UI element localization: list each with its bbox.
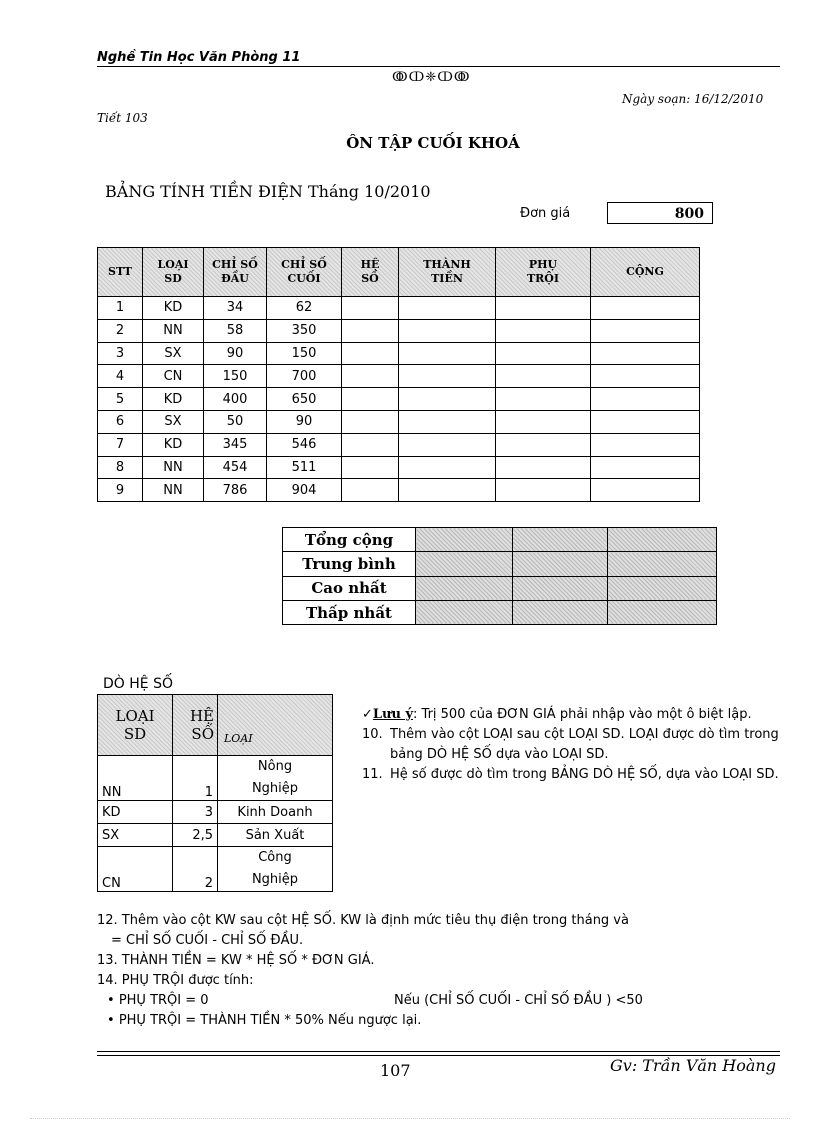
instruction-14: 14. PHỤ TRỘI được tính: bbox=[97, 973, 254, 988]
lookup-table bbox=[97, 694, 333, 892]
footer-rule bbox=[97, 1051, 780, 1052]
cell-loai-sd: SX bbox=[143, 342, 204, 365]
cell-empty bbox=[399, 319, 496, 342]
cell-empty bbox=[399, 410, 496, 433]
summary-cell bbox=[513, 552, 608, 576]
cell-empty bbox=[342, 433, 399, 456]
lookup-name: Công Nghiệp bbox=[218, 847, 333, 892]
summary-cell bbox=[608, 528, 717, 552]
cell-empty bbox=[399, 297, 496, 320]
bullet-icon: • bbox=[107, 993, 115, 1008]
cell-loai-sd: CN bbox=[143, 365, 204, 388]
cell-stt: 5 bbox=[98, 388, 143, 411]
cell-empty bbox=[591, 365, 700, 388]
cell-empty bbox=[399, 456, 496, 479]
bullet-text: PHỤ TRỘI = 0 bbox=[118, 993, 209, 1008]
prep-date: Ngày soạn: 16/12/2010 bbox=[622, 92, 764, 106]
cell-empty bbox=[591, 319, 700, 342]
cell-stt: 4 bbox=[98, 365, 143, 388]
cell-chi-so-dau: 786 bbox=[204, 479, 267, 502]
cell-empty bbox=[496, 342, 591, 365]
summary-cell bbox=[513, 600, 608, 624]
header-rule bbox=[97, 66, 780, 67]
cell-empty bbox=[399, 433, 496, 456]
lookup-row bbox=[98, 801, 333, 824]
summary-cell bbox=[513, 528, 608, 552]
notes-block bbox=[362, 705, 782, 785]
table-row bbox=[98, 388, 700, 411]
col-loai-sd: LOẠI SD bbox=[143, 248, 204, 297]
table-row bbox=[98, 319, 700, 342]
summary-cell bbox=[416, 552, 513, 576]
summary-cell bbox=[416, 576, 513, 600]
bullet-item bbox=[97, 1011, 787, 1031]
cell-empty bbox=[399, 388, 496, 411]
cell-stt: 7 bbox=[98, 433, 143, 456]
cell-empty bbox=[342, 388, 399, 411]
cell-chi-so-cuoi: 546 bbox=[267, 433, 342, 456]
note-text: Thêm vào cột LOẠI sau cột LOẠI SD. LOẠI được dò tìm trong bảng DÒ HỆ SỐ dựa vào LOẠI SD. bbox=[390, 727, 779, 762]
summary-row-max bbox=[283, 576, 717, 600]
cell-empty bbox=[496, 456, 591, 479]
cell-chi-so-cuoi: 511 bbox=[267, 456, 342, 479]
lookup-col-loai: LOẠI bbox=[218, 695, 333, 756]
lookup-code: CN bbox=[98, 847, 173, 892]
cell-empty bbox=[591, 297, 700, 320]
col-chi-so-cuoi: CHỈ SỐ CUỐI bbox=[267, 248, 342, 297]
cell-chi-so-dau: 454 bbox=[204, 456, 267, 479]
cell-empty bbox=[591, 388, 700, 411]
page-edge bbox=[30, 1118, 790, 1119]
col-he-so: HỆ SỐ bbox=[342, 248, 399, 297]
bullet-item bbox=[97, 991, 787, 1011]
table-row bbox=[98, 433, 700, 456]
cell-empty bbox=[399, 479, 496, 502]
cell-chi-so-dau: 150 bbox=[204, 365, 267, 388]
bullet-text: PHỤ TRỘI = THÀNH TIỀN * 50% Nếu ngược lại. bbox=[118, 1013, 422, 1028]
cell-empty bbox=[496, 433, 591, 456]
cell-chi-so-cuoi: 650 bbox=[267, 388, 342, 411]
cell-stt: 8 bbox=[98, 456, 143, 479]
summary-cell bbox=[608, 600, 717, 624]
table-row bbox=[98, 456, 700, 479]
lookup-name: Kinh Doanh bbox=[218, 801, 333, 824]
note-luu-y bbox=[362, 705, 782, 725]
lookup-code: SX bbox=[98, 824, 173, 847]
lookup-coef: 2,5 bbox=[173, 824, 218, 847]
cell-loai-sd: KD bbox=[143, 297, 204, 320]
sheet-title: BẢNG TÍNH TIỀN ĐIỆN Tháng 10/2010 bbox=[105, 182, 431, 201]
note-item bbox=[362, 765, 782, 785]
cell-empty bbox=[496, 319, 591, 342]
summary-row-min bbox=[283, 600, 717, 624]
cell-empty bbox=[342, 319, 399, 342]
check-icon: ✓ bbox=[362, 707, 373, 722]
col-thanh-tien: THÀNH TIỀN bbox=[399, 248, 496, 297]
cell-chi-so-dau: 50 bbox=[204, 410, 267, 433]
cell-loai-sd: KD bbox=[143, 388, 204, 411]
summary-label: Trung bình bbox=[283, 552, 416, 576]
instructions-block bbox=[97, 911, 787, 1031]
lookup-name: Nông Nghiệp bbox=[218, 756, 333, 801]
cell-chi-so-cuoi: 90 bbox=[267, 410, 342, 433]
page-title: ÔN TẬP CUỐI KHOÁ bbox=[346, 134, 520, 152]
page-number: 107 bbox=[380, 1061, 411, 1080]
table-row bbox=[98, 365, 700, 388]
unit-price-label: Đơn giá bbox=[520, 206, 571, 221]
summary-cell bbox=[608, 576, 717, 600]
cell-stt: 1 bbox=[98, 297, 143, 320]
cell-empty bbox=[591, 410, 700, 433]
cell-stt: 9 bbox=[98, 479, 143, 502]
summary-row-total bbox=[283, 528, 717, 552]
lesson-number: Tiết 103 bbox=[97, 111, 148, 125]
cell-empty bbox=[591, 456, 700, 479]
summary-label: Tổng cộng bbox=[283, 528, 416, 552]
cell-loai-sd: NN bbox=[143, 479, 204, 502]
summary-label: Thấp nhất bbox=[283, 600, 416, 624]
cell-stt: 6 bbox=[98, 410, 143, 433]
summary-cell bbox=[608, 552, 717, 576]
cell-loai-sd: KD bbox=[143, 433, 204, 456]
cell-chi-so-dau: 345 bbox=[204, 433, 267, 456]
cell-chi-so-cuoi: 350 bbox=[267, 319, 342, 342]
cell-empty bbox=[342, 410, 399, 433]
table-row bbox=[98, 342, 700, 365]
table-row bbox=[98, 410, 700, 433]
lookup-col-he-so: HỆ SỐ bbox=[173, 695, 218, 756]
lookup-col-loai-sd: LOẠI SD bbox=[98, 695, 173, 756]
lookup-code: NN bbox=[98, 756, 173, 801]
lookup-row bbox=[98, 824, 333, 847]
lookup-coef: 1 bbox=[173, 756, 218, 801]
cell-empty bbox=[591, 479, 700, 502]
note-num: 11. bbox=[362, 767, 383, 782]
note-num: 10. bbox=[362, 727, 383, 742]
cell-empty bbox=[496, 297, 591, 320]
cell-empty bbox=[591, 342, 700, 365]
cell-chi-so-dau: 58 bbox=[204, 319, 267, 342]
cell-chi-so-cuoi: 904 bbox=[267, 479, 342, 502]
lookup-name: Sản Xuất bbox=[218, 824, 333, 847]
lookup-code: KD bbox=[98, 801, 173, 824]
col-stt: STT bbox=[98, 248, 143, 297]
summary-table bbox=[282, 527, 717, 625]
teacher-name: Gv: Trần Văn Hoàng bbox=[610, 1056, 776, 1075]
instruction-13: 13. THÀNH TIỀN = KW * HỆ SỐ * ĐƠN GIÁ. bbox=[97, 953, 375, 968]
col-phu-troi: PHỤ TRỘI bbox=[496, 248, 591, 297]
note-text: Hệ số được dò tìm trong BẢNG DÒ HỆ SỐ, dựa vào LOẠI SD. bbox=[390, 767, 779, 782]
summary-cell bbox=[416, 600, 513, 624]
cell-empty bbox=[496, 388, 591, 411]
col-cong: CỘNG bbox=[591, 248, 700, 297]
instruction-12-formula: = CHỈ SỐ CUỐI - CHỈ SỐ ĐẦU. bbox=[111, 933, 304, 948]
cell-empty bbox=[342, 479, 399, 502]
cell-empty bbox=[342, 365, 399, 388]
note-text: : Trị 500 của ĐƠN GIÁ phải nhập vào một ô biệt lập. bbox=[413, 707, 752, 722]
summary-cell bbox=[416, 528, 513, 552]
cell-chi-so-dau: 34 bbox=[204, 297, 267, 320]
electricity-table bbox=[97, 247, 700, 502]
cell-empty bbox=[496, 410, 591, 433]
table-header-row bbox=[98, 248, 700, 297]
lookup-row bbox=[98, 756, 333, 801]
lookup-header-row bbox=[98, 695, 333, 756]
lookup-row bbox=[98, 847, 333, 892]
bullet-condition: Nếu (CHỈ SỐ CUỐI - CHỈ SỐ ĐẦU ) <50 bbox=[394, 993, 643, 1008]
cell-empty bbox=[399, 365, 496, 388]
lookup-coef: 3 bbox=[173, 801, 218, 824]
note-item bbox=[362, 725, 782, 765]
cell-loai-sd: NN bbox=[143, 319, 204, 342]
cell-chi-so-cuoi: 700 bbox=[267, 365, 342, 388]
note-label: Lưu ý bbox=[372, 707, 414, 722]
instruction-12: 12. Thêm vào cột KW sau cột HỆ SỐ. KW là định mức tiêu thụ điện trong tháng và bbox=[97, 913, 629, 928]
cell-chi-so-dau: 90 bbox=[204, 342, 267, 365]
cell-empty bbox=[342, 456, 399, 479]
summary-cell bbox=[513, 576, 608, 600]
cell-chi-so-dau: 400 bbox=[204, 388, 267, 411]
cell-empty bbox=[496, 479, 591, 502]
summary-row-average bbox=[283, 552, 717, 576]
cell-empty bbox=[342, 297, 399, 320]
cell-empty bbox=[591, 433, 700, 456]
lookup-coef: 2 bbox=[173, 847, 218, 892]
cell-stt: 2 bbox=[98, 319, 143, 342]
table-row bbox=[98, 479, 700, 502]
cell-chi-so-cuoi: 150 bbox=[267, 342, 342, 365]
cell-empty bbox=[496, 365, 591, 388]
table-row bbox=[98, 297, 700, 320]
bullet-icon: • bbox=[107, 1013, 115, 1028]
cell-loai-sd: SX bbox=[143, 410, 204, 433]
lookup-title: DÒ HỆ SỐ bbox=[103, 676, 173, 692]
unit-price-cell: 800 bbox=[607, 202, 713, 224]
cell-stt: 3 bbox=[98, 342, 143, 365]
ornament-divider: ↂↀ❈ↀↂ bbox=[392, 70, 471, 85]
cell-loai-sd: NN bbox=[143, 456, 204, 479]
summary-label: Cao nhất bbox=[283, 576, 416, 600]
cell-empty bbox=[342, 342, 399, 365]
cell-empty bbox=[399, 342, 496, 365]
course-title: Nghề Tin Học Văn Phòng 11 bbox=[97, 50, 301, 65]
cell-chi-so-cuoi: 62 bbox=[267, 297, 342, 320]
col-chi-so-dau: CHỈ SỐ ĐẦU bbox=[204, 248, 267, 297]
